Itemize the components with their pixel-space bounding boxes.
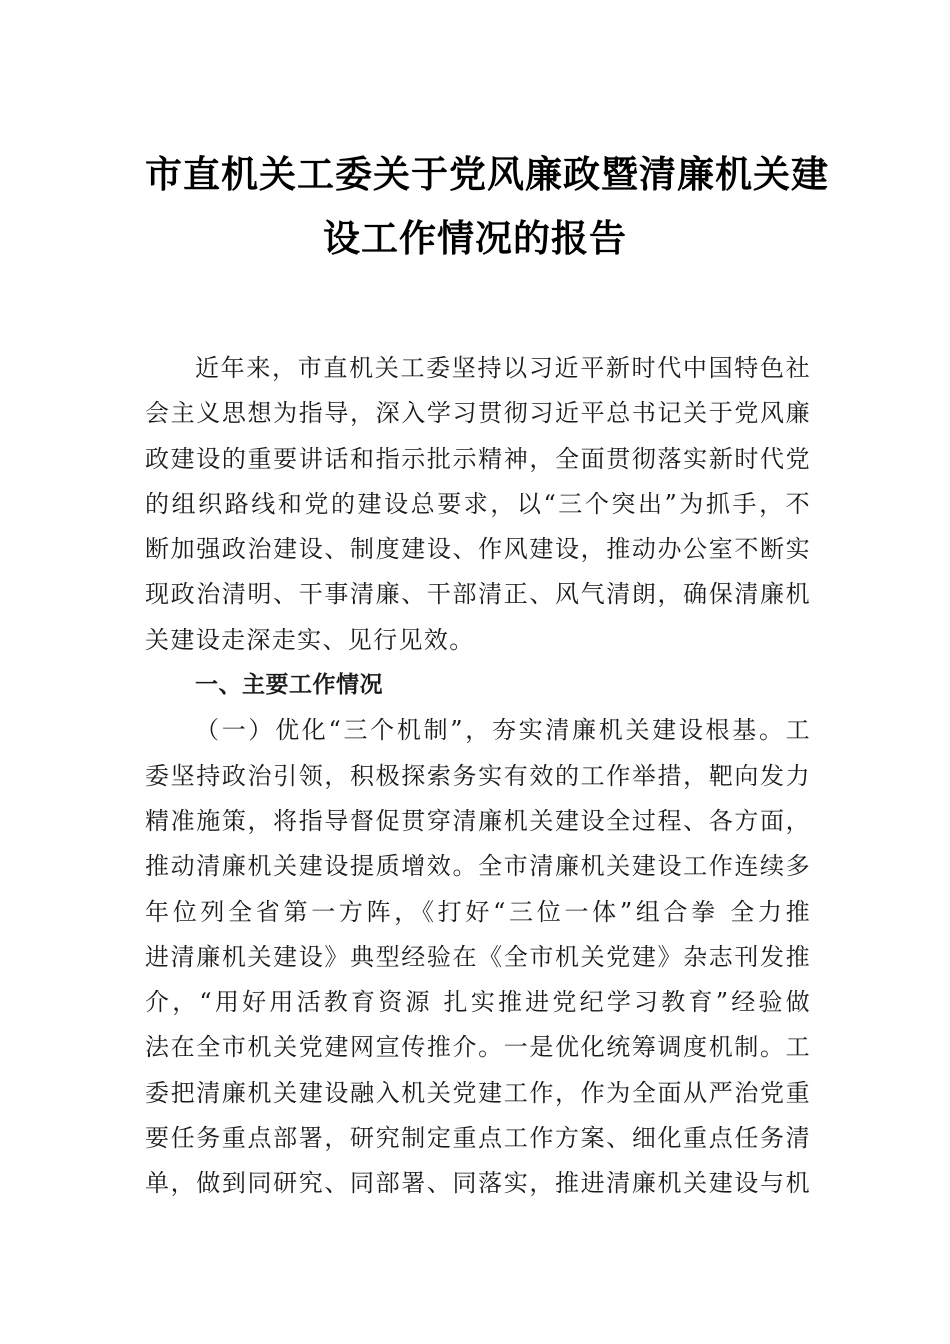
text-line: 会主义思想为指导，深入学习贯彻习近平总书记关于党风廉 <box>145 399 811 428</box>
text-line: 近年来，市直机关工委坚持以习近平新时代中国特色社 <box>195 354 811 382</box>
text-line: 单，做到同研究、同部署、同落实，推进清廉机关建设与机 <box>145 1169 811 1198</box>
text-line: 精准施策，将指导督促贯穿清廉机关建设全过程、各方面， <box>145 806 811 835</box>
text-line: 介，“用好用活教育资源 扎实推进党纪学习教育”经验做 <box>145 988 811 1017</box>
section-heading: 一、主要工作情况 <box>195 672 383 699</box>
text-line: 要任务重点部署，研究制定重点工作方案、细化重点任务清 <box>145 1124 811 1153</box>
document-body <box>145 346 811 1207</box>
document-title <box>145 142 829 270</box>
text-line: 委把清廉机关建设融入机关党建工作，作为全面从严治党重 <box>145 1078 811 1107</box>
text-line: 推动清廉机关建设提质增效。全市清廉机关建设工作连续多 <box>145 852 811 881</box>
text-line: 政建设的重要讲话和指示批示精神，全面贯彻落实新时代党 <box>145 444 811 473</box>
text-line: 的组织路线和党的建设总要求，以“三个突出”为抓手，不 <box>145 489 811 518</box>
title-line-2: 设工作情况的报告 <box>323 216 627 260</box>
text-line: 断加强政治建设、制度建设、作风建设，推动办公室不断实 <box>145 535 811 564</box>
text-line: 委坚持政治引领，积极探索务实有效的工作举措，靶向发力 <box>145 761 811 790</box>
title-line-1: 市直机关工委关于党风廉政暨清廉机关建 <box>145 152 829 196</box>
text-line: 现政治清明、干事清廉、干部清正、风气清朗，确保清廉机 <box>145 580 811 609</box>
text-line: 法在全市机关党建网宣传推介。一是优化统筹调度机制。工 <box>145 1033 811 1062</box>
text-line: 进清廉机关建设》典型经验在《全市机关党建》杂志刊发推 <box>145 942 811 971</box>
paragraph-intro <box>145 346 811 663</box>
text-line: （一）优化“三个机制”，夯实清廉机关建设根基。工 <box>195 716 811 745</box>
paragraph-section-1-1 <box>145 708 811 1206</box>
text-line: 关建设走深走实、见行见效。 <box>145 625 475 654</box>
text-line: 年位列全省第一方阵，《打好“三位一体”组合拳 全力推 <box>145 897 811 926</box>
